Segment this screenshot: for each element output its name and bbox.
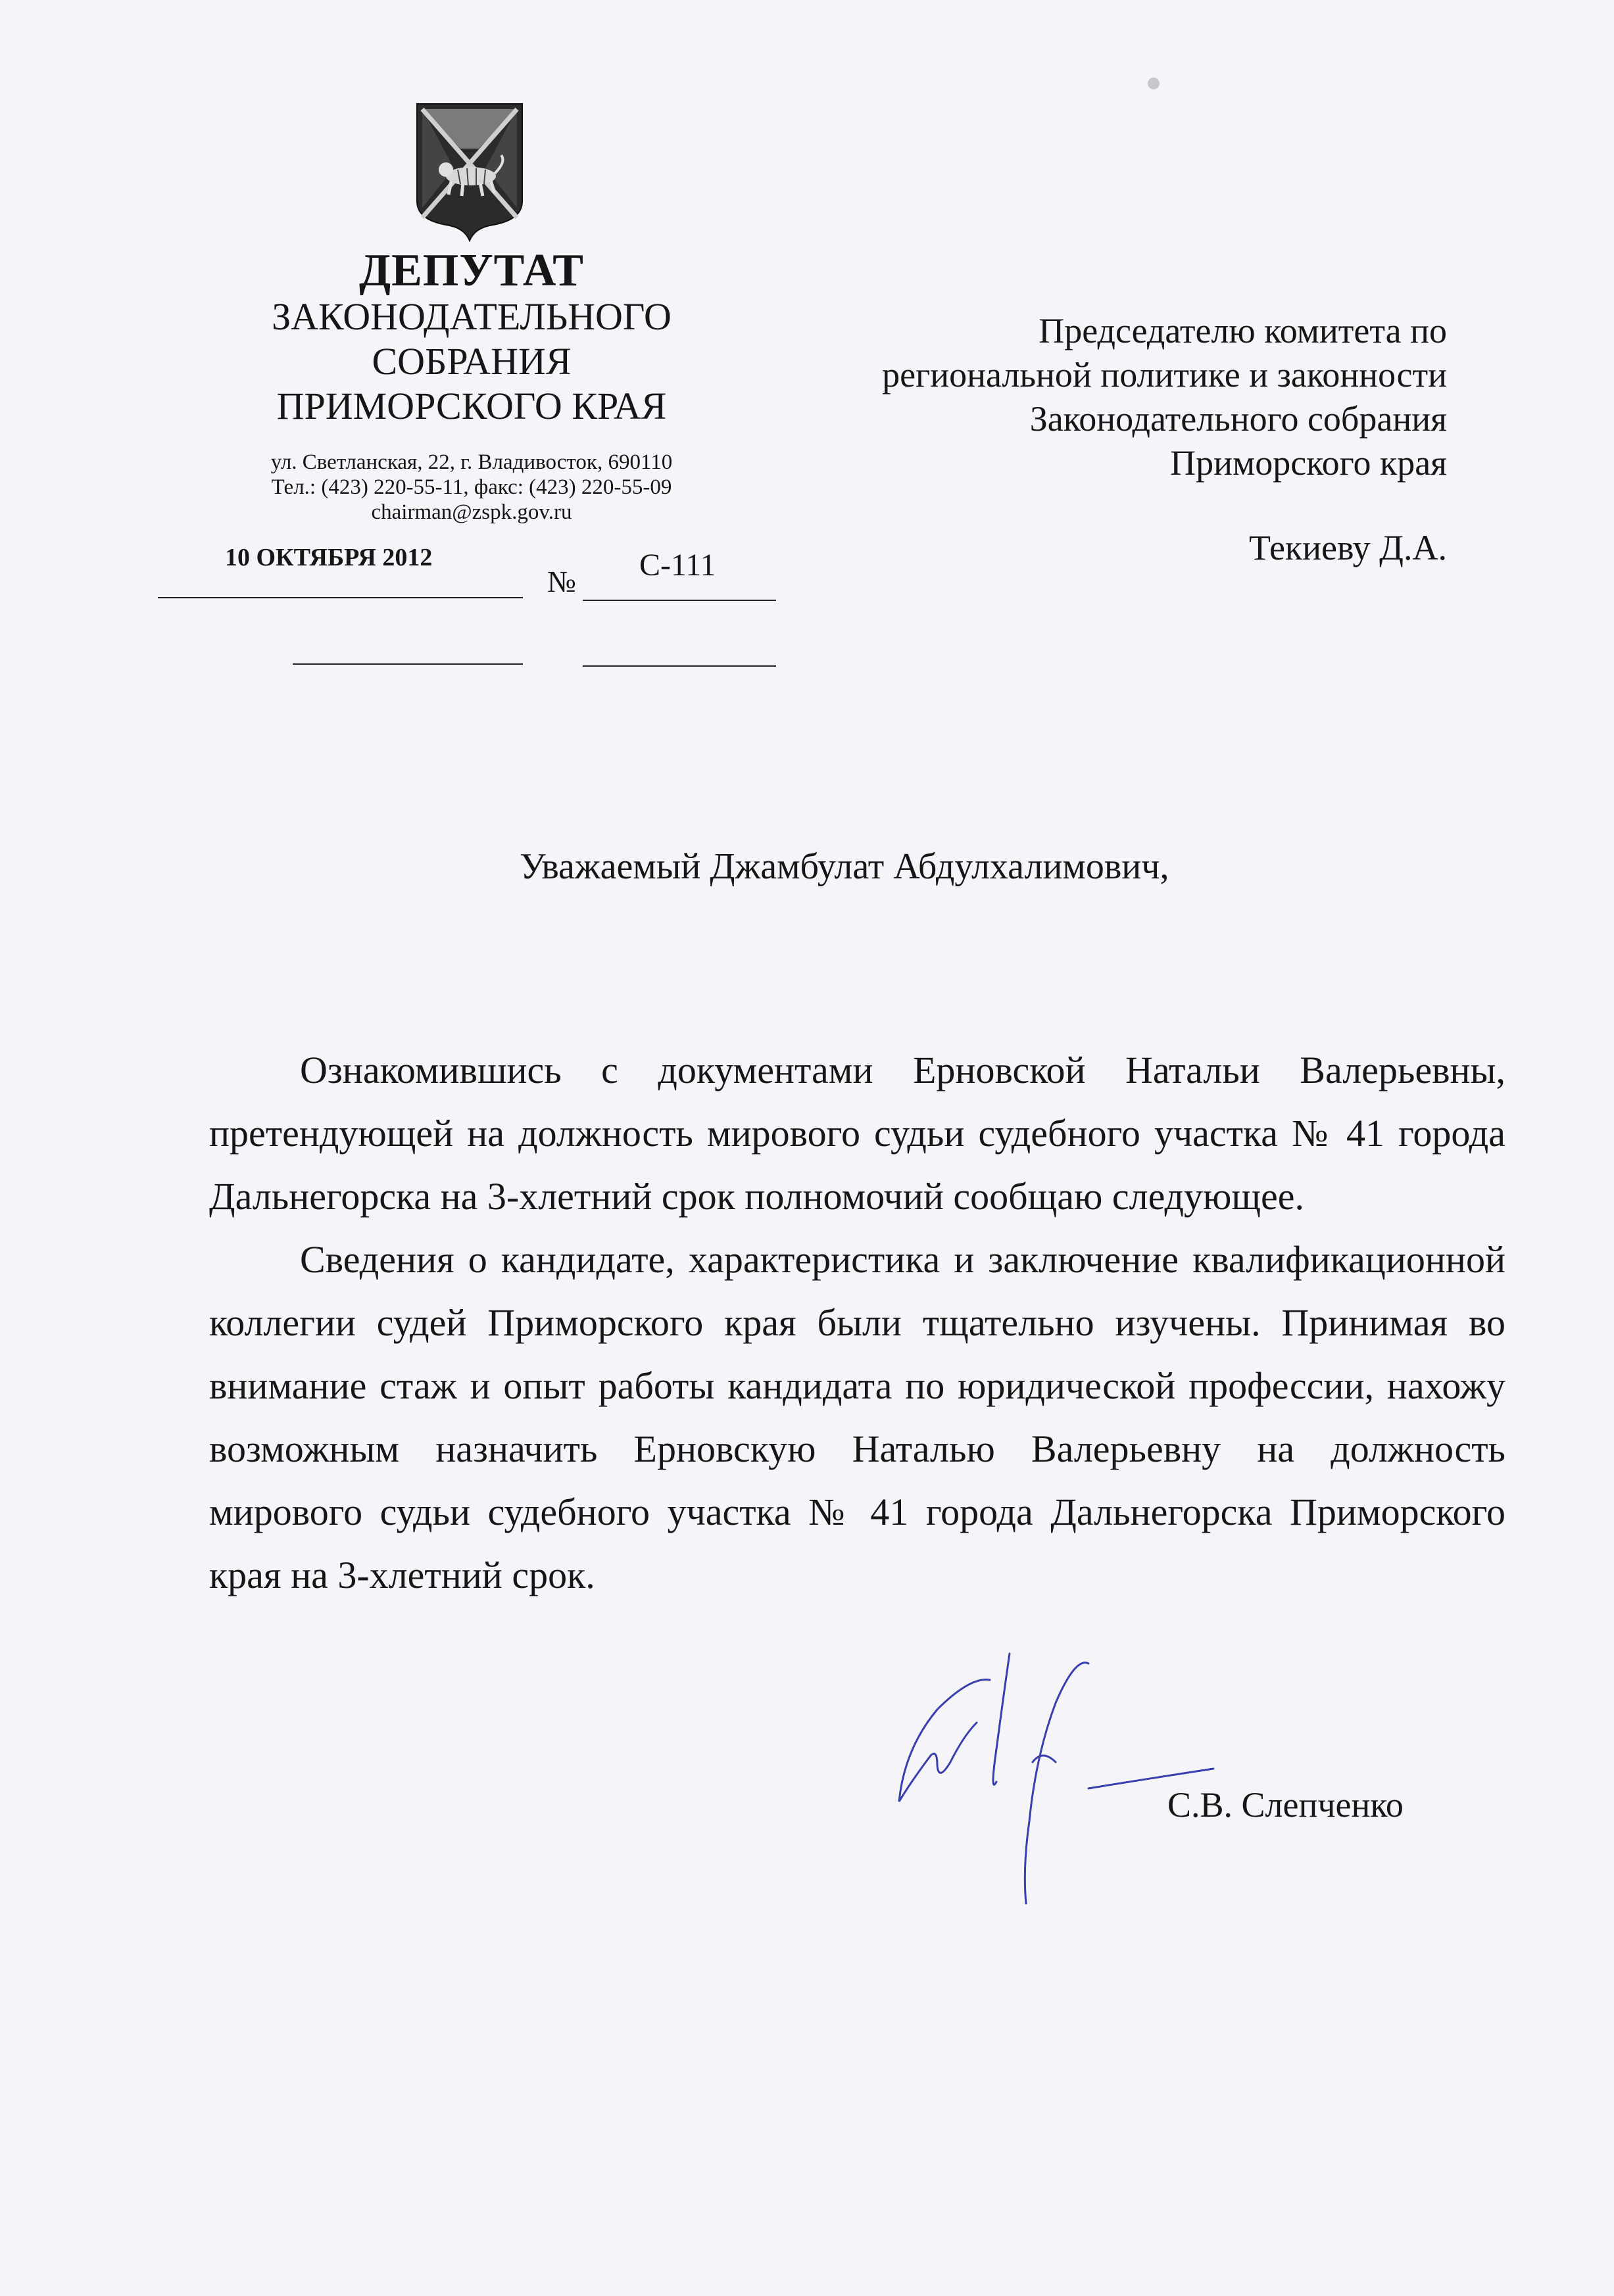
letterhead-title: ДЕПУТАТ xyxy=(359,245,584,296)
body-line: Сведения о кандидате, характеристика и заключение квалификационной xyxy=(300,1238,1505,1281)
body-line: возможным назначить Ерновскую Наталью Валерьевну на должность xyxy=(209,1427,1505,1470)
letterhead-address: ул. Светланская, 22, г. Владивосток, 690110 xyxy=(270,450,673,474)
letterhead-contacts xyxy=(208,450,735,525)
body-line: Ознакомившись с документами Ерновской Натальи Валерьевны, xyxy=(300,1049,1505,1091)
body-line: Дальнегорска на 3-хлетний срок полномочий сообщаю следующее. xyxy=(209,1175,1305,1218)
scan-speck xyxy=(1148,78,1160,89)
letterhead-org-line: СОБРАНИЯ xyxy=(372,340,572,383)
body-line: внимание стаж и опыт работы кандидата по юридической профессии, нахожу xyxy=(209,1364,1505,1407)
letterhead-phone: Тел.: (423) 220-55-11, факс: (423) 220-55-09 xyxy=(271,475,672,499)
recipient-block xyxy=(882,309,1447,485)
document-date: 10 ОКТЯБРЯ 2012 xyxy=(225,544,433,571)
blank-line xyxy=(293,663,523,665)
coat-of-arms-emblem xyxy=(414,103,525,242)
recipient-name: Текиеву Д.А. xyxy=(1249,528,1447,567)
body-line: претендующей на должность мирового судьи судебного участка № 41 города xyxy=(209,1112,1505,1155)
letterhead-email: chairman@zspk.gov.ru xyxy=(371,500,572,524)
salutation: Уважаемый Джамбулат Абдулхалимович, xyxy=(520,846,1169,887)
letterhead-org-line: ЗАКОНОДАТЕЛЬНОГО xyxy=(272,295,672,338)
recipient-line: Законодательного собрания xyxy=(1029,399,1447,439)
handwritten-signature xyxy=(891,1650,1246,1907)
letterhead-org-line: ПРИМОРСКОГО КРАЯ xyxy=(276,385,667,427)
recipient-line: Приморского края xyxy=(1170,443,1447,483)
body-line: коллегии судей Приморского края были тщательно изучены. Принимая во xyxy=(209,1301,1505,1344)
blank-line xyxy=(583,665,776,667)
body-line: мирового судьи судебного участка № 41 города Дальнегорска Приморского xyxy=(209,1491,1505,1533)
date-line xyxy=(158,597,523,598)
recipient-line: Председателю комитета по xyxy=(1039,311,1447,350)
letter-body xyxy=(209,1039,1505,1607)
document-number: С-111 xyxy=(639,548,716,583)
recipient-line: региональной политике и законности xyxy=(882,355,1447,395)
number-line xyxy=(583,600,776,601)
signer-name: С.В. Слепченко xyxy=(1167,1785,1404,1825)
number-sign: № xyxy=(547,565,576,598)
body-line: края на 3-хлетний срок. xyxy=(209,1554,595,1596)
